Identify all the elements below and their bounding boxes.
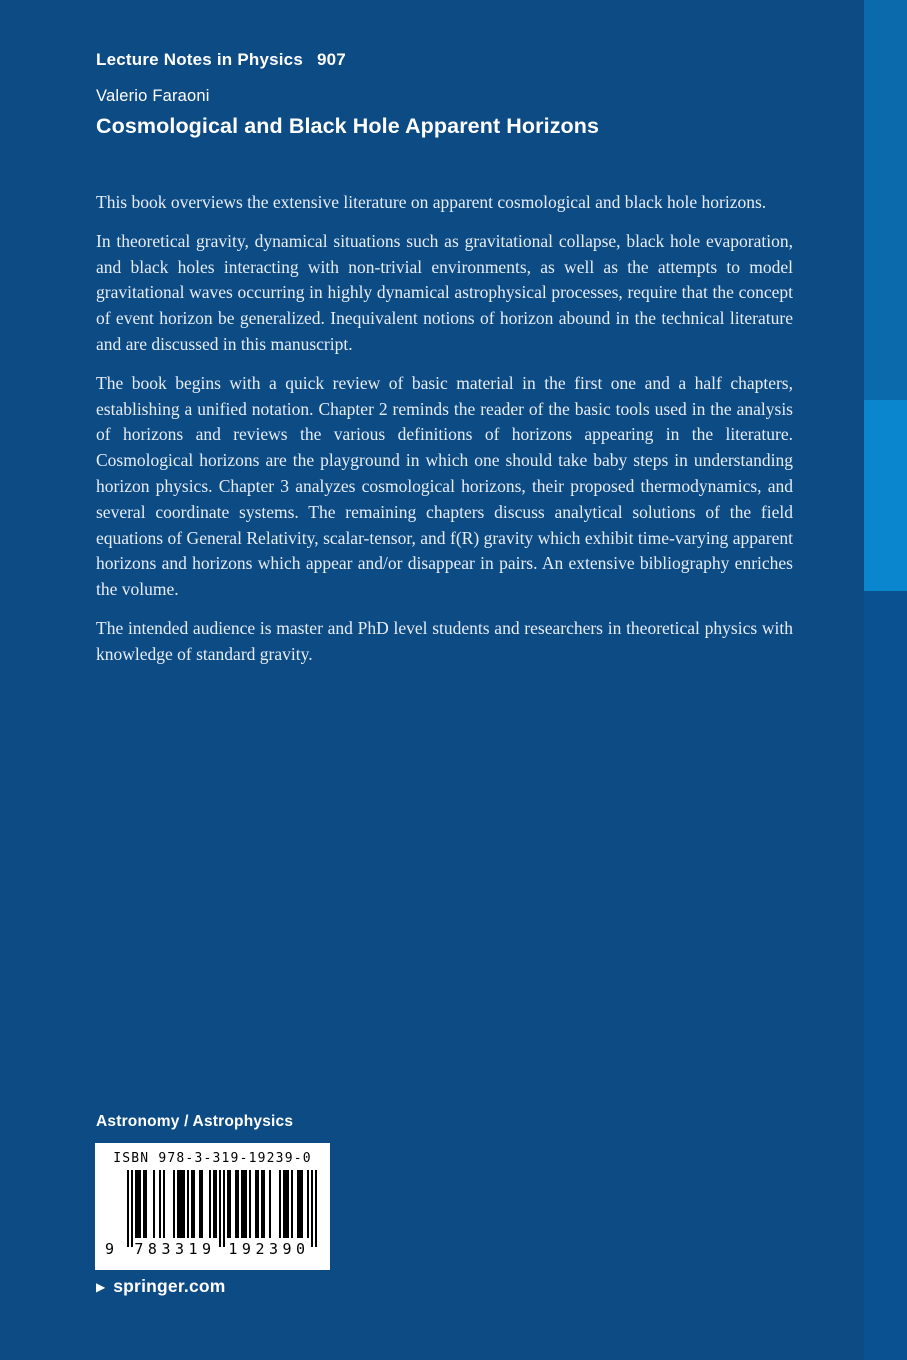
author-name: Valerio Faraoni <box>96 87 210 105</box>
ean-left-group: 783319 <box>134 1240 216 1258</box>
barcode-bar <box>241 1170 247 1238</box>
barcode-bar <box>213 1170 217 1238</box>
barcode-bar <box>223 1170 225 1247</box>
isbn-barcode-panel <box>95 1143 330 1270</box>
barcode-bar <box>249 1170 251 1238</box>
barcode-bar <box>279 1170 281 1238</box>
publisher-line <box>96 1276 226 1297</box>
barcode-bar <box>297 1170 303 1238</box>
stripe-segment-bright <box>864 400 907 591</box>
barcode-bar <box>173 1170 175 1238</box>
blurb-paragraph: The book begins with a quick review of basic material in the first one and a half chapters, establishing a unified notation. Chapter 2 reminds the reader of the basic tools used in the analysis of horizons and reviews the various definitions of horizons appearing in the literature. Cosmological horizons are the playground in which one should take baby steps in understanding horizon physics. Chapter 3 analyzes cosmological horizons, their proposed thermodynamics, and several coordinate systems. The remaining chapters discuss analytical solutions of the field equations of General Relativity, scalar-tensor, and f(R) gravity which exhibit time-varying apparent horizons and horizons which appear and/or disappear in pairs. An extensive bibliography enriches the volume. <box>96 372 793 600</box>
barcode-bar <box>311 1170 313 1247</box>
barcode-bar <box>131 1170 133 1247</box>
barcode-bar <box>143 1170 147 1238</box>
barcode-bar <box>135 1170 141 1238</box>
stripe-segment-top <box>864 0 907 400</box>
barcode-bar <box>227 1170 231 1238</box>
barcode-bar <box>159 1170 161 1238</box>
barcode-bar <box>315 1170 317 1247</box>
ean13-barcode <box>105 1170 317 1258</box>
publisher-url: springer.com <box>113 1276 226 1296</box>
barcode-bar <box>307 1170 309 1238</box>
right-edge-stripe <box>864 0 907 1360</box>
barcode-bar <box>187 1170 189 1238</box>
barcode-bar <box>235 1170 239 1238</box>
back-cover-blurb <box>96 190 793 681</box>
springer-arrow-icon: ▶ <box>96 1279 106 1294</box>
barcode-bar <box>291 1170 293 1238</box>
series-title <box>96 50 346 70</box>
barcode-bar <box>209 1170 211 1238</box>
barcode-bar <box>255 1170 259 1238</box>
stripe-segment-bottom <box>864 591 907 1360</box>
barcode-bar <box>261 1170 265 1238</box>
barcode-bar <box>269 1170 271 1238</box>
subject-category: Astronomy / Astrophysics <box>96 1113 294 1130</box>
barcode-bar <box>127 1170 129 1247</box>
barcode-bar <box>177 1170 185 1238</box>
barcode-bar <box>163 1170 165 1238</box>
isbn-number: ISBN 978-3-319-19239-0 <box>113 1151 312 1166</box>
barcode-bar <box>199 1170 203 1238</box>
barcode-bar <box>191 1170 195 1238</box>
blurb-paragraph: The intended audience is master and PhD level students and researchers in theoretical physics with knowledge of standard gravity. <box>96 617 793 664</box>
blurb-paragraph: In theoretical gravity, dynamical situations such as gravitational collapse, black hole evaporation, and black holes interacting with non-trivial environments, as well as the attempts to model gravitational waves occurring in highly dynamical astrophysical processes, require that the concept of event horizon be generalized. Inequivalent notions of horizon abound in the technical literature and are discussed in this manuscript. <box>96 230 793 354</box>
barcode-bar <box>219 1170 221 1247</box>
series-number: 907 <box>316 50 346 69</box>
ean-first-digit: 9 <box>105 1240 115 1258</box>
ean-right-group: 192390 <box>228 1240 310 1258</box>
barcode-bar <box>153 1170 155 1238</box>
book-title: Cosmological and Black Hole Apparent Horizons <box>96 114 600 138</box>
series-name: Lecture Notes in Physics <box>96 50 303 69</box>
blurb-paragraph: This book overviews the extensive literature on apparent cosmological and black hole horizons. <box>96 192 767 212</box>
barcode-bar <box>283 1170 289 1238</box>
